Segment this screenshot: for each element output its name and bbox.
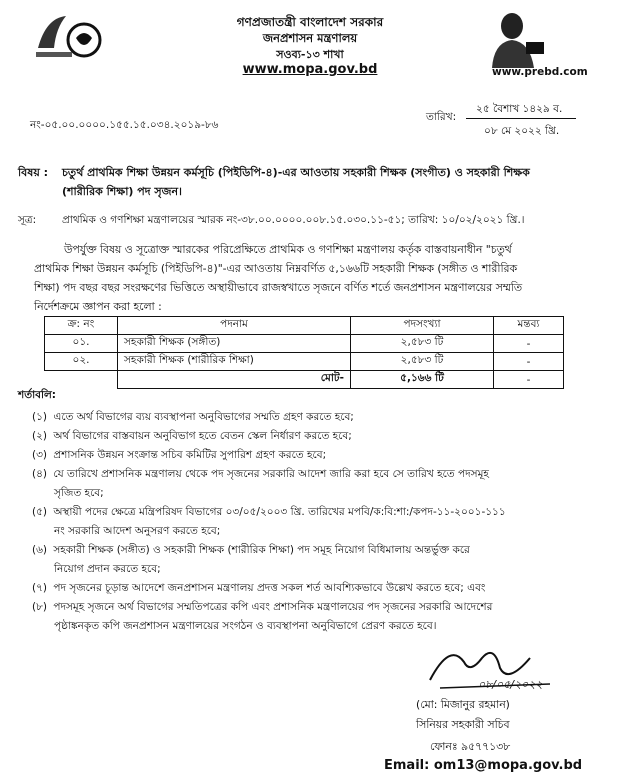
cell-post-count: ২,৫৮৩ টি bbox=[351, 353, 494, 371]
th-remarks: মন্তব্য bbox=[494, 317, 564, 335]
cell-serial: ০১. bbox=[45, 335, 118, 353]
signatory-designation: সিনিয়র সহকারী সচিব bbox=[416, 718, 510, 731]
cell-remarks: - bbox=[494, 335, 564, 353]
th-serial: ক্র: নং bbox=[45, 317, 118, 335]
header-ministry: জনপ্রশাসন মন্ত্রণালয় bbox=[262, 31, 358, 45]
table-header-row bbox=[45, 317, 564, 335]
reference-text: প্রাথমিক ও গণশিক্ষা মন্ত্রণালয়ের স্মারক নং-৩৮.০০.০০০০.০০৮.১৫.০৩০.১১-৫১; তারিখ: ১০/০২/২০২১ খ্রি.। bbox=[62, 214, 525, 226]
subject-line-2: (শারীরিক শিক্ষা) পদ সৃজন। bbox=[62, 185, 182, 198]
cell-remarks: - bbox=[494, 353, 564, 371]
body-line-3: শিক্ষা) পদ বছর বছর সংরক্ষণের ভিত্তিতে অস্থায়ীভাবে রাজস্বখাতে সৃজনে বর্ণিত শর্তে জনপ্রশাসন মন্ত্রণালয়ের সম্মতি bbox=[34, 281, 522, 294]
cell-serial: ০২. bbox=[45, 353, 118, 371]
header-website-link[interactable]: www.mopa.gov.bd bbox=[242, 62, 378, 77]
body-line-1: উপর্যুক্ত বিষয় ও সূত্রোক্ত স্মারকের পরিপ্রেক্ষিতে প্রাথমিক ও গণশিক্ষা মন্ত্রণালয় কর্তৃক বাস্তবায়নাধীন "চতুর্থ bbox=[64, 243, 512, 256]
body-paragraph bbox=[34, 240, 600, 316]
cell-total-label: মোট- bbox=[118, 371, 351, 389]
condition-item: (৬) সহকারী শিক্ষক (সঙ্গীত) ও সহকারী শিক্ষক (শারীরিক শিক্ষা) পদ সমূহ নিয়োগ বিধিমালায় অন্তর্ভুক্ত করে নিয়োগ প্রদান করতে হবে; bbox=[32, 544, 470, 575]
condition-item: (৪) যে তারিখে প্রশাসনিক মন্ত্রণালয় থেকে পদ সৃজনের সরকারি আদেশ জারি করা হবে সে তারিখ হতে পদসমূহ সৃজিত হবে; bbox=[32, 468, 489, 499]
date-english: ০৮ মে ২০২২ খ্রি. bbox=[484, 125, 560, 137]
cell-total-remark: - bbox=[494, 371, 564, 389]
signatory-phone: ফোনঃ ৯৫৭৭১৩৮ bbox=[430, 740, 511, 753]
cell-total-value: ৫,১৬৬ টি bbox=[351, 371, 494, 389]
watermark-website: www.prebd.com bbox=[492, 66, 588, 78]
signature-date: ০৮/০৫/২০২২ bbox=[478, 678, 543, 691]
cell-post-name: সহকারী শিক্ষক (শারীরিক শিক্ষা) bbox=[118, 353, 351, 371]
portrait-icon bbox=[484, 8, 546, 68]
conditions-list bbox=[32, 408, 610, 636]
mujib-borsho-logo-icon bbox=[32, 8, 104, 64]
condition-item: (১) এতে অর্থ বিভাগের ব্যয় ব্যবস্থাপনা অনুবিভাগের সম্মতি গ্রহণ করতে হবে; bbox=[32, 411, 354, 423]
memo-number: নং-০৫.০০.০০০০.১৫৫.১৫.০৩৪.২০১৯-৮৬ bbox=[30, 119, 219, 131]
th-post-name: পদনাম bbox=[118, 317, 351, 335]
conditions-label: শর্তাবলি: bbox=[18, 389, 57, 401]
date-label: তারিখ: bbox=[426, 111, 457, 123]
subject-label: বিষয় : bbox=[18, 166, 49, 179]
signatory-name: (মো: মিজানুর রহমান) bbox=[416, 698, 510, 711]
table-row bbox=[45, 353, 564, 371]
posts-table bbox=[44, 316, 564, 389]
condition-item: (৭) পদ সৃজনের চূড়ান্ত আদেশে জনপ্রশাসন মন্ত্রণালয় প্রদত্ত সকল শর্ত আবশ্যিকভাবে উল্লেখ করতে হবে; এবং bbox=[32, 582, 486, 594]
condition-item: (৮) পদসমূহ সৃজনে অর্থ বিভাগের সম্মতিপত্রের কপি এবং প্রশাসনিক মন্ত্রণালয়ের পদ সৃজনের সরকারি আদেশের পৃষ্ঠাঙ্কনকৃত কপি জনপ্রশাসন মন্ত্রণালয়ের সংগঠন ও ব্যবস্থাপনা অনুবিভাগে প্রেরণ করতে হবে। bbox=[32, 601, 493, 632]
date-bangla: ২৫ বৈশাখ ১৪২৯ ব. bbox=[476, 103, 563, 115]
th-post-count: পদসংখ্যা bbox=[351, 317, 494, 335]
cell-post-count: ২,৫৮৩ টি bbox=[351, 335, 494, 353]
header-section: সওব্য-১৩ শাখা bbox=[276, 48, 344, 61]
body-line-2: প্রাথমিক শিক্ষা উন্নয়ন কর্মসূচি (পিইডিপি-৪)"-এর আওতায় নিম্নবর্ণিত ৫,১৬৬টি সহকারী শিক্ষক (সঙ্গীত ও শারীরিক bbox=[34, 262, 518, 275]
cell-empty bbox=[45, 371, 118, 389]
condition-item: (৩) প্রশাসনিক উন্নয়ন সংক্রান্ত সচিব কমিটির সুপারিশ গ্রহণ করতে হবে; bbox=[32, 449, 327, 461]
signatory-email[interactable]: Email: om13@mopa.gov.bd bbox=[384, 758, 583, 773]
header-government: গণপ্রজাতন্ত্রী বাংলাদেশ সরকার bbox=[236, 15, 384, 29]
table-total-row bbox=[45, 371, 564, 389]
condition-item: (২) অর্থ বিভাগের বাস্তবায়ন অনুবিভাগ হতে বেতন স্কেল নির্ধারণ করতে হবে; bbox=[32, 430, 352, 442]
condition-item: (৫) অস্থায়ী পদের ক্ষেত্রে মন্ত্রিপরিষদ বিভাগের ০৩/০৫/২০০৩ খ্রি. তারিখের মপবি/ক:বি:শা:/কপদ-১১-২০০১-১১১ নং সরকারি আদেশ অনুসরণ করতে হবে; bbox=[32, 506, 506, 537]
reference-label: সূত্র: bbox=[18, 214, 37, 226]
table-row bbox=[45, 335, 564, 353]
subject-line-1: চতুর্থ প্রাথমিক শিক্ষা উন্নয়ন কর্মসূচি (পিইডিপি-৪)-এর আওতায় সহকারী শিক্ষক (সংগীত) ও সহকারী শিক্ষক bbox=[62, 166, 530, 179]
body-line-4: নির্দেশক্রমে জ্ঞাপন করা হলো : bbox=[34, 300, 162, 313]
date-divider bbox=[466, 118, 576, 119]
cell-post-name: সহকারী শিক্ষক (সঙ্গীত) bbox=[118, 335, 351, 353]
